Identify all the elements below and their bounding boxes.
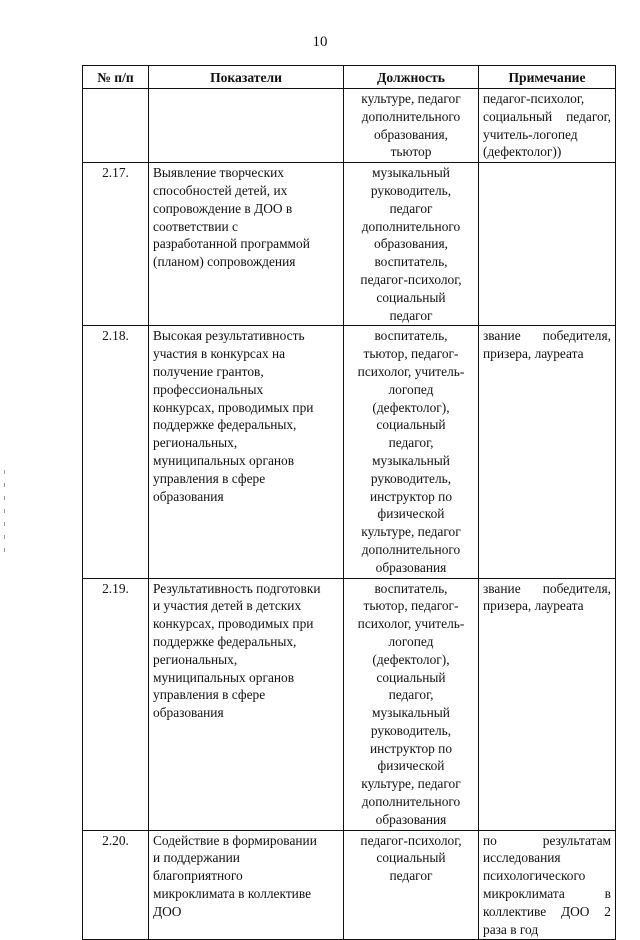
cell-position bbox=[344, 830, 479, 940]
table-row-2-20 bbox=[83, 830, 616, 940]
position-line: дополнительного bbox=[361, 541, 461, 557]
position-line: социальный bbox=[376, 417, 446, 433]
note-word: победителя, bbox=[542, 580, 611, 596]
position-line: инструктор по bbox=[369, 740, 453, 756]
position-line: педагог bbox=[389, 868, 433, 884]
position-line: дополнительного bbox=[361, 794, 461, 810]
indicator-line: региональных, bbox=[153, 651, 238, 667]
position-line: педагог bbox=[389, 200, 433, 216]
cell-indicator bbox=[149, 326, 344, 578]
position-line: руководитель, bbox=[370, 470, 452, 486]
position-line: социальный bbox=[376, 850, 446, 866]
position-line: (дефектолог), bbox=[372, 399, 450, 415]
position-line: культуре, педагог bbox=[361, 91, 461, 106]
cell-note bbox=[479, 830, 616, 940]
margin-mark bbox=[4, 509, 5, 513]
position-line: воспитатель, bbox=[374, 580, 448, 596]
margin-mark bbox=[4, 548, 5, 552]
table-row-2-18 bbox=[83, 326, 616, 578]
position-line: педагог, bbox=[388, 435, 434, 451]
note-line: педагог-психолог, bbox=[483, 91, 585, 106]
note-word: по bbox=[483, 832, 497, 848]
cell-note bbox=[479, 89, 616, 163]
position-line: дополнительного bbox=[361, 218, 461, 234]
indicators-table bbox=[82, 65, 616, 940]
position-line: социальный bbox=[376, 289, 446, 305]
indicator-line: Содействие в формировании bbox=[153, 832, 317, 848]
note-line: призера, лауреата bbox=[483, 346, 584, 362]
position-line: логопед bbox=[388, 381, 434, 397]
indicator-line: Результативность подготовки bbox=[153, 580, 321, 596]
note-word: педагог, bbox=[566, 108, 611, 124]
position-line: образования bbox=[375, 811, 447, 827]
position-line: музыкальный bbox=[372, 165, 450, 181]
scan-margin-marks bbox=[4, 470, 6, 560]
note-line-justified bbox=[483, 580, 611, 598]
note-line-justified bbox=[483, 327, 611, 345]
position-line: музыкальный bbox=[372, 452, 450, 468]
position-line: педагог-психолог, bbox=[360, 832, 462, 848]
cell-indicator bbox=[149, 163, 344, 326]
note-line: призера, лауреата bbox=[483, 598, 584, 614]
indicator-line: и участия детей в детских bbox=[153, 598, 302, 614]
position-line: воспитатель, bbox=[374, 254, 448, 270]
note-word: ДОО bbox=[561, 903, 590, 919]
note-word: результатам bbox=[542, 832, 611, 848]
table-row-2-19 bbox=[83, 578, 616, 830]
indicator-line: благоприятного bbox=[153, 868, 243, 884]
cell-num: 2.18. bbox=[83, 326, 149, 578]
cell-num bbox=[83, 89, 149, 163]
cell-note bbox=[479, 578, 616, 830]
header-indicators: Показатели bbox=[149, 66, 344, 89]
note-line: раза в год bbox=[483, 921, 539, 937]
indicator-line: соответствии с bbox=[153, 218, 238, 234]
position-line: руководитель, bbox=[370, 182, 452, 198]
position-line: культуре, педагог bbox=[361, 776, 461, 792]
indicator-line: разработанной программой bbox=[153, 236, 310, 252]
position-line: образования, bbox=[374, 236, 448, 252]
position-line: руководитель, bbox=[370, 722, 452, 738]
position-line: воспитатель, bbox=[374, 328, 448, 344]
table-row-2-17 bbox=[83, 163, 616, 326]
cell-num: 2.20. bbox=[83, 830, 149, 940]
cell-indicator bbox=[149, 89, 344, 163]
position-line: (дефектолог), bbox=[372, 651, 450, 667]
note-line-justified bbox=[483, 885, 611, 903]
position-line: образования, bbox=[374, 126, 448, 142]
indicator-line: управления в сфере bbox=[153, 687, 266, 703]
note-line: психологического bbox=[483, 868, 586, 884]
note-word: звание bbox=[483, 580, 521, 596]
position-line: образования bbox=[375, 559, 447, 575]
margin-mark bbox=[4, 470, 5, 474]
position-line: физической bbox=[377, 506, 445, 522]
cell-note bbox=[479, 163, 616, 326]
note-line-justified bbox=[483, 108, 611, 126]
indicator-line: поддержке федеральных, bbox=[153, 417, 297, 433]
table-header-row bbox=[83, 66, 616, 89]
indicator-line: конкурсах, проводимых при bbox=[153, 399, 314, 415]
indicator-line: получение грантов, bbox=[153, 363, 264, 379]
indicator-line: Выявление творческих bbox=[153, 165, 284, 181]
position-line: педагог bbox=[389, 307, 433, 323]
position-line: музыкальный bbox=[372, 705, 450, 721]
note-word: микроклимата bbox=[483, 886, 565, 902]
cell-indicator bbox=[149, 578, 344, 830]
margin-mark bbox=[4, 522, 5, 526]
indicator-line: микроклимата в коллективе bbox=[153, 886, 312, 902]
note-word: победителя, bbox=[542, 328, 611, 344]
indicator-line: сопровождение в ДОО в bbox=[153, 200, 293, 216]
indicator-line: (планом) сопровождения bbox=[153, 254, 296, 270]
note-line: учитель-логопед bbox=[483, 126, 578, 142]
cell-note bbox=[479, 326, 616, 578]
position-line: педагог, bbox=[388, 687, 434, 703]
indicator-line: способностей детей, их bbox=[153, 182, 288, 198]
cell-position bbox=[344, 326, 479, 578]
indicator-line: Высокая результативность bbox=[153, 328, 305, 344]
page-number: 10 bbox=[312, 34, 328, 50]
cell-position bbox=[344, 163, 479, 326]
position-line: тьютор bbox=[390, 144, 432, 160]
position-line: психолог, учитель- bbox=[357, 363, 465, 379]
cell-indicator bbox=[149, 830, 344, 940]
header-note: Примечание bbox=[479, 66, 616, 89]
cell-position bbox=[344, 578, 479, 830]
margin-mark bbox=[4, 483, 5, 487]
position-line: тьютор, педагог- bbox=[363, 346, 459, 362]
cell-position bbox=[344, 89, 479, 163]
indicator-line: конкурсах, проводимых при bbox=[153, 616, 314, 632]
position-line: тьютор, педагог- bbox=[363, 598, 459, 614]
indicator-line: управления в сфере bbox=[153, 470, 266, 486]
note-line-justified bbox=[483, 903, 611, 921]
indicator-line: ДОО bbox=[153, 903, 182, 919]
position-line: логопед bbox=[388, 633, 434, 649]
position-line: педагог-психолог, bbox=[360, 271, 462, 287]
indicator-line: образования bbox=[153, 705, 224, 721]
indicator-line: и поддержании bbox=[153, 850, 240, 866]
position-line: дополнительного bbox=[361, 108, 461, 124]
indicator-line: образования bbox=[153, 488, 224, 504]
cell-num: 2.17. bbox=[83, 163, 149, 326]
table-row-continuation bbox=[83, 89, 616, 163]
note-word: социальный bbox=[483, 108, 553, 124]
cell-num: 2.19. bbox=[83, 578, 149, 830]
note-word: коллективе bbox=[483, 903, 547, 919]
position-line: инструктор по bbox=[369, 488, 453, 504]
indicator-line: профессиональных bbox=[153, 381, 264, 397]
indicator-line: муниципальных органов bbox=[153, 452, 295, 468]
header-num: № п/п bbox=[83, 66, 149, 89]
note-line-justified bbox=[483, 832, 611, 850]
note-line: (дефектолог)) bbox=[483, 144, 562, 160]
indicator-line: участия в конкурсах на bbox=[153, 346, 286, 362]
note-line: исследования bbox=[483, 850, 561, 866]
indicator-line: муниципальных органов bbox=[153, 669, 295, 685]
margin-mark bbox=[4, 496, 5, 500]
header-position: Должность bbox=[344, 66, 479, 89]
position-line: социальный bbox=[376, 669, 446, 685]
indicator-line: поддержке федеральных, bbox=[153, 633, 297, 649]
note-word: звание bbox=[483, 328, 521, 344]
position-line: физической bbox=[377, 758, 445, 774]
note-word: в bbox=[604, 886, 611, 902]
position-line: психолог, учитель- bbox=[357, 616, 465, 632]
note-word: 2 bbox=[604, 903, 611, 919]
margin-mark bbox=[4, 535, 5, 539]
position-line: культуре, педагог bbox=[361, 524, 461, 540]
indicator-line: региональных, bbox=[153, 435, 238, 451]
